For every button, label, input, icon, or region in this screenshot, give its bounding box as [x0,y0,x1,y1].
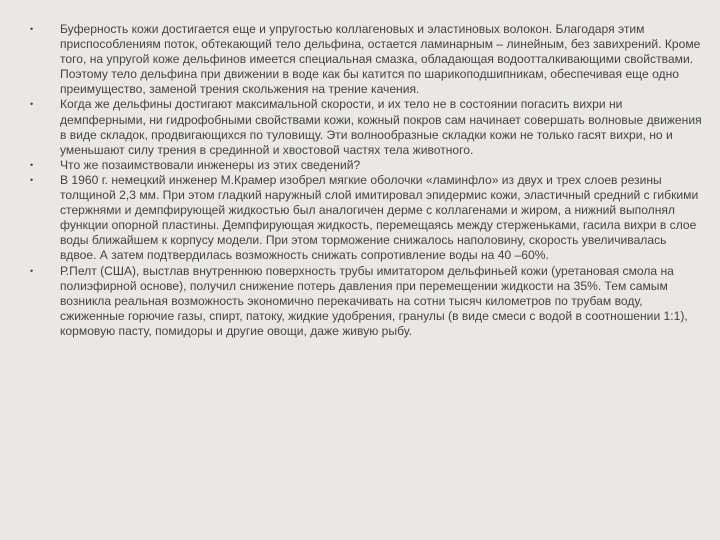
list-item [30,97,702,157]
paragraph-text: Буферность кожи достигается еще и упругостью коллагеновых и эластиновых волокон. Благодаря этим приспособлениям поток, обтекающий тело дельфина, остается ламинарным – линейным, без завихрений. Кроме того, на упругой коже дельфинов имеется специальная смазка, обладающая водоотталкивающими свойствами. Поэтому тело дельфина при движении в воде как бы катится по шарикоподшипникам, обеспечивая еще одно преимущество, заменой трения скольжения на трение качения. [60,22,701,97]
list-item [30,173,702,264]
bullet-icon: • [30,159,34,170]
bullet-icon: • [30,174,34,185]
paragraph-text: Р.Пелт (США), выстлав внутреннюю поверхность трубы имитатором дельфиньей кожи (уретановая смола на полиэфирной основе), получил снижение потерь давления при перемещении жидкости на 35%. Тем самым возникла реальная возможность экономично перекачивать на сотни тысяч километров по трубам воду, сжиженные горючие газы, спирт, патоку, жидкие удобрения, гранулы (в виде смеси с водой в соотношении 1:1), кормовую пасту, помидоры и другие овощи, даже живую рыбу. [60,263,688,338]
list-item [30,22,702,97]
bullet-icon: • [30,265,34,276]
paragraph-text: Когда же дельфины достигают максимальной скорости, и их тело не в состоянии погасить вихри ни демпферными, ни гидрофобными свойствами кожи, кожный покров сам начинает совершать волновые движения в виде складок, продвигающихся по туловищу. Эти волнообразные складки кожи не только гасят вихри, но и уменьшают силу трения в срединной и хвостовой частях тела животного. [60,97,702,157]
bullet-icon: • [30,24,34,34]
bullet-icon: • [30,99,34,110]
paragraph-text: В 1960 г. немецкий инженер М.Крамер изобрел мягкие оболочки «ламинфло» из двух и трех слоев резины толщиной 2,3 мм. При этом гладкий наружный слой имитировал эпидермис кожи, эластичный средний с гибкими стержнями и демпфирующей жидкостью был аналогичен дерме с коллагенами и жиром, а нижний выполнял функции опорной пластины. Демпфирующая жидкость, перемещаясь между стерженьками, гасила вихри в слое воды ближайшем к корпусу модели. При этом торможение снижалось наполовину, скорость увеличивалась вдвое. А затем подтвердилась возможность снижать сопротивление воды на 40 –60%. [60,172,699,263]
bullet-list [30,22,702,339]
paragraph-text: Что же позаимствовали инженеры из этих сведений? [60,157,361,172]
list-item [30,158,702,173]
list-item [30,264,702,339]
